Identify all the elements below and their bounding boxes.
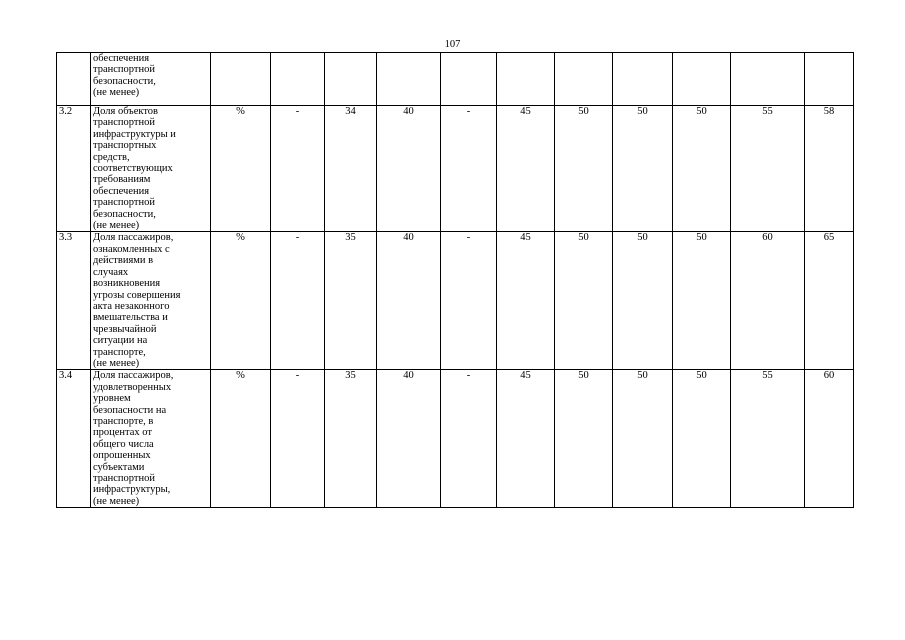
value-cell (377, 53, 441, 106)
value-cell: 45 (497, 232, 555, 370)
value-cell (555, 53, 613, 106)
value-cell: 45 (497, 370, 555, 508)
name-line: ознакомленных с (93, 243, 170, 255)
unit-cell: % (211, 370, 271, 508)
name-line: чрезвычайной (93, 323, 157, 335)
indicator-name-cell (91, 106, 211, 232)
value-cell (805, 53, 854, 106)
value-cell: - (271, 106, 325, 232)
unit-cell: % (211, 232, 271, 370)
name-line: инфраструктуры и (93, 128, 176, 140)
name-line: процентах от (93, 427, 152, 439)
value-cell: 55 (731, 370, 805, 508)
name-line: ситуации на (93, 335, 148, 347)
name-line: требованиям (93, 174, 151, 186)
name-line: общего числа (93, 438, 154, 450)
value-cell: 65 (805, 232, 854, 370)
value-cell: - (441, 370, 497, 508)
name-line: обеспечения (93, 185, 150, 197)
value-cell (325, 53, 377, 106)
name-line: безопасности, (93, 208, 156, 220)
indicator-name-cell (91, 232, 211, 370)
value-cell: 58 (805, 106, 854, 232)
name-line: (не менее) (93, 495, 140, 507)
value-cell: 40 (377, 106, 441, 232)
value-cell: 35 (325, 370, 377, 508)
name-line: безопасности, (93, 75, 156, 87)
value-cell: 40 (377, 370, 441, 508)
name-line: уровнем (93, 393, 131, 405)
table-row (57, 232, 854, 370)
name-line: транспортной (93, 64, 155, 76)
name-line: возникновения (93, 278, 161, 290)
value-cell: 50 (613, 232, 673, 370)
row-number-cell (57, 53, 91, 106)
name-line: транспорте, в (93, 415, 154, 427)
name-line: субъектами (93, 461, 145, 473)
value-cell: 45 (497, 106, 555, 232)
value-cell: 50 (555, 106, 613, 232)
value-cell: - (441, 232, 497, 370)
value-cell: - (271, 232, 325, 370)
name-line: Доля пассажиров, (93, 232, 174, 244)
indicators-table (56, 52, 854, 508)
value-cell: 35 (325, 232, 377, 370)
row-number-cell: 3.2 (57, 106, 91, 232)
name-line: обеспечения (93, 53, 150, 64)
name-line: транспортной (93, 473, 155, 484)
value-cell (613, 53, 673, 106)
name-line: Доля объектов (93, 106, 159, 117)
value-cell (441, 53, 497, 106)
table-row-continuation (57, 53, 854, 106)
name-line: действиями в (93, 255, 154, 267)
value-cell (271, 53, 325, 106)
name-line: транспорте, (93, 346, 146, 358)
name-line: безопасности на (93, 404, 167, 416)
value-cell: 50 (613, 106, 673, 232)
indicator-name-cell (91, 370, 211, 508)
value-cell: 50 (673, 232, 731, 370)
unit-cell: % (211, 106, 271, 232)
name-line: опрошенных (93, 450, 151, 462)
row-number-cell: 3.3 (57, 232, 91, 370)
name-line: акта незаконного (93, 300, 170, 312)
table-row (57, 106, 854, 232)
name-line: (не менее) (93, 220, 140, 232)
value-cell: 50 (613, 370, 673, 508)
table-body (57, 53, 854, 508)
value-cell: 60 (731, 232, 805, 370)
name-line: угрозы совершения (93, 289, 181, 301)
value-cell: 55 (731, 106, 805, 232)
name-line: случаях (93, 266, 129, 278)
value-cell: 50 (673, 370, 731, 508)
value-cell (731, 53, 805, 106)
name-line: транспортной (93, 117, 155, 129)
name-line: Доля пассажиров, (93, 370, 174, 382)
name-line: транспортных (93, 140, 157, 152)
row-number-cell: 3.4 (57, 370, 91, 508)
value-cell (497, 53, 555, 106)
name-line: удовлетворенных (93, 381, 172, 393)
value-cell (673, 53, 731, 106)
name-line: соответствующих (93, 163, 173, 175)
name-line: (не менее) (93, 357, 140, 369)
unit-cell (211, 53, 271, 106)
value-cell: 40 (377, 232, 441, 370)
value-cell: - (441, 106, 497, 232)
value-cell: 60 (805, 370, 854, 508)
value-cell: 34 (325, 106, 377, 232)
page-number: 107 (444, 39, 461, 50)
indicator-name-cell (91, 53, 211, 106)
name-line: вмешательства и (93, 312, 168, 324)
value-cell: 50 (555, 370, 613, 508)
name-line: (не менее) (93, 87, 140, 99)
value-cell: - (271, 370, 325, 508)
name-line: средств, (93, 151, 130, 163)
value-cell: 50 (555, 232, 613, 370)
name-line: инфраструктуры, (93, 484, 171, 496)
value-cell: 50 (673, 106, 731, 232)
table-row (57, 370, 854, 508)
name-line: транспортной (93, 197, 155, 209)
